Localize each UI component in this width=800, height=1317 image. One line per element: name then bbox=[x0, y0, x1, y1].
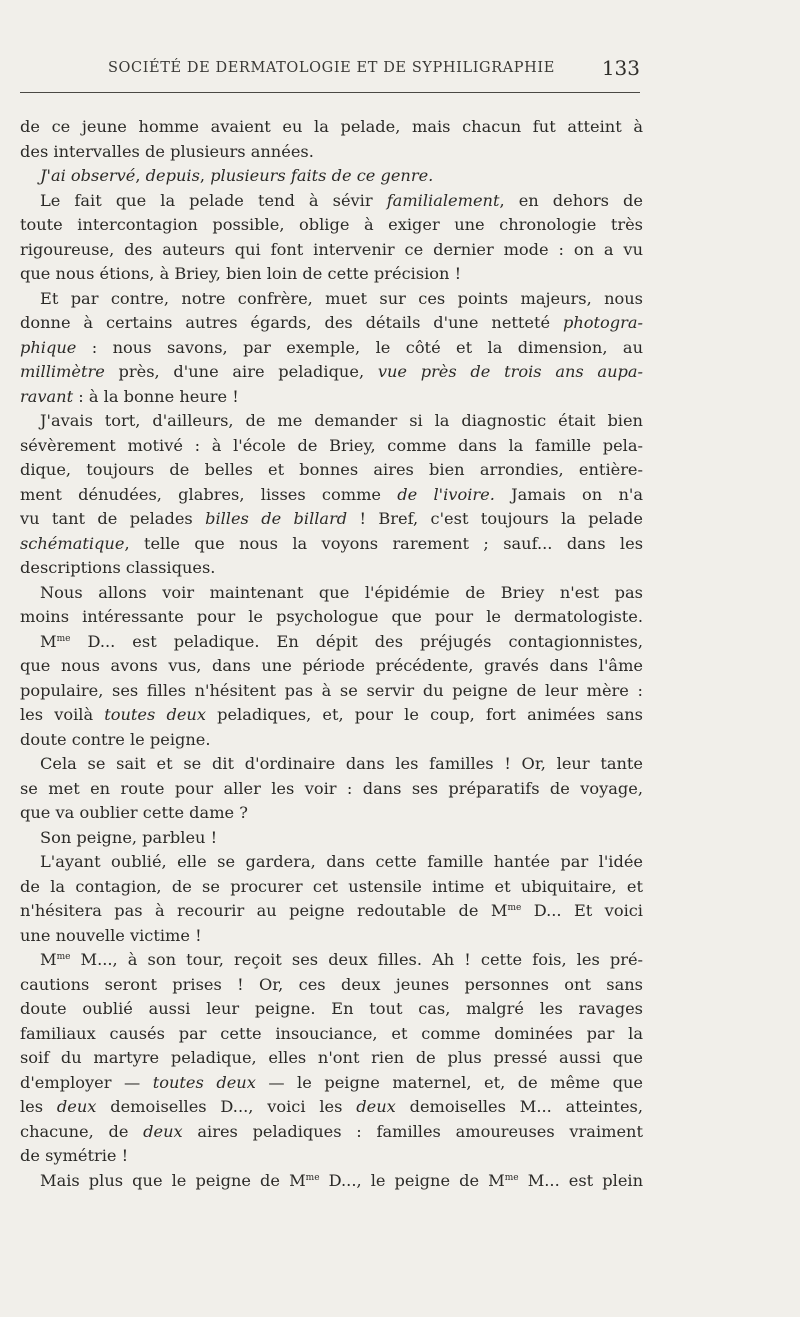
text-line: doute oublié aussi leur peigne. En tout cas, malgré les ravages bbox=[20, 999, 643, 1018]
text-line: n'hésitera pas à recourir au peigne redoutable de $M^{me}$ D... Et voici bbox=[20, 901, 643, 920]
text-line: L'ayant oublié, elle se gardera, dans cette famille hantée par l'idée bbox=[40, 852, 643, 871]
text-line: se met en route pour aller les voir : dans ses préparatifs de voyage, bbox=[20, 778, 643, 798]
text-line: populaire, ses filles n'hésitent pas à se servir du peigne de leur mère : bbox=[20, 680, 643, 700]
text-line: $M^{me}$ D... est peladique. En dépit des préjugés contagionnistes, bbox=[40, 631, 643, 651]
text-line: une nouvelle victime ! bbox=[20, 925, 202, 945]
text-line: toute intercontagion possible, oblige à exiger une chronologie très bbox=[20, 215, 643, 234]
text-line: chacune, de deux aires peladiques : familles amoureuses vraiment bbox=[20, 1121, 643, 1141]
text-line: de la contagion, de se procurer cet ustensile intime et ubiquitaire, et bbox=[20, 876, 643, 896]
text-line: Nous allons voir maintenant que l'épidémie de Briey n'est pas bbox=[40, 582, 643, 602]
page-header bbox=[20, 58, 640, 88]
text-line: phique : nous savons, par exemple, le côté et la dimension, au bbox=[20, 337, 643, 357]
body-text bbox=[20, 115, 643, 1193]
text-line: donne à certains autres égards, des détails d'une netteté photogra- bbox=[20, 313, 643, 332]
text-line: Cela se sait et se dit d'ordinaire dans les familles ! Or, leur tante bbox=[40, 754, 643, 773]
text-line: familiaux causés par cette insouciance, et comme dominées par la bbox=[20, 1023, 643, 1043]
text-line: doute contre le peigne. bbox=[20, 729, 211, 749]
text-line: d'employer — toutes deux — le peigne maternel, et, de même que bbox=[20, 1072, 643, 1092]
text-line: ravant : à la bonne heure ! bbox=[20, 386, 239, 406]
text-line: que nous avons vus, dans une période précédente, gravés dans l'âme bbox=[20, 656, 643, 675]
text-line: $M^{me}$ M..., à son tour, reçoit ses deux filles. Ah ! cette fois, les pré- bbox=[40, 950, 643, 969]
text-line: Et par contre, notre confrère, muet sur ces points majeurs, nous bbox=[40, 288, 643, 308]
text-line: J'ai observé, depuis, plusieurs faits de ce genre. bbox=[40, 166, 434, 185]
text-line: descriptions classiques. bbox=[20, 558, 216, 577]
text-line: schématique, telle que nous la voyons rarement ; sauf... dans les bbox=[20, 533, 643, 553]
text-line: cautions seront prises ! Or, ces deux jeunes personnes ont sans bbox=[20, 974, 643, 994]
text-line: que nous étions, à Briey, bien loin de cette précision ! bbox=[20, 264, 462, 283]
text-line: rigoureuse, des auteurs qui font intervenir ce dernier mode : on a vu bbox=[20, 239, 643, 259]
text-line: Le fait que la pelade tend à sévir familialement, en dehors de bbox=[40, 190, 643, 210]
text-line: de ce jeune homme avaient eu la pelade, mais chacun fut atteint à bbox=[20, 117, 643, 136]
text-line: sévèrement motivé : à l'école de Briey, comme dans la famille pela- bbox=[20, 435, 643, 455]
text-line: dique, toujours de belles et bonnes aires bien arrondies, entière- bbox=[20, 460, 643, 479]
page-number: 133 bbox=[601, 56, 640, 80]
text-line: que va oublier cette dame ? bbox=[20, 803, 248, 822]
text-line: Mais plus que le peigne de $M^{me}$ D..., le peigne de $M^{me}$ M... est plein bbox=[40, 1170, 643, 1190]
running-title: SOCIÉTÉ DE DERMATOLOGIE ET DE SYPHILIGRAPHIE bbox=[108, 60, 555, 76]
text-line: Son peigne, parbleu ! bbox=[40, 827, 218, 847]
text-line: vu tant de pelades billes de billard ! Bref, c'est toujours la pelade bbox=[20, 509, 643, 528]
header-rule bbox=[20, 92, 640, 93]
text-line: les deux demoiselles D..., voici les deux demoiselles M... atteintes, bbox=[20, 1097, 643, 1116]
text-line: les voilà toutes deux peladiques, et, pour le coup, fort animées sans bbox=[20, 705, 643, 724]
text-line: J'avais tort, d'ailleurs, de me demander si la diagnostic était bien bbox=[40, 411, 643, 430]
text-line: soif du martyre peladique, elles n'ont rien de plus pressé aussi que bbox=[20, 1048, 643, 1067]
text-line: ment dénudées, glabres, lisses comme de l'ivoire. Jamais on n'a bbox=[20, 484, 643, 504]
text-line: de symétrie ! bbox=[20, 1146, 129, 1165]
text-line: moins intéressante pour le psychologue que pour le dermatologiste. bbox=[20, 607, 643, 626]
text-line: des intervalles de plusieurs années. bbox=[20, 141, 314, 161]
text-line: millimètre près, d'une aire peladique, vue près de trois ans aupa- bbox=[20, 362, 643, 381]
